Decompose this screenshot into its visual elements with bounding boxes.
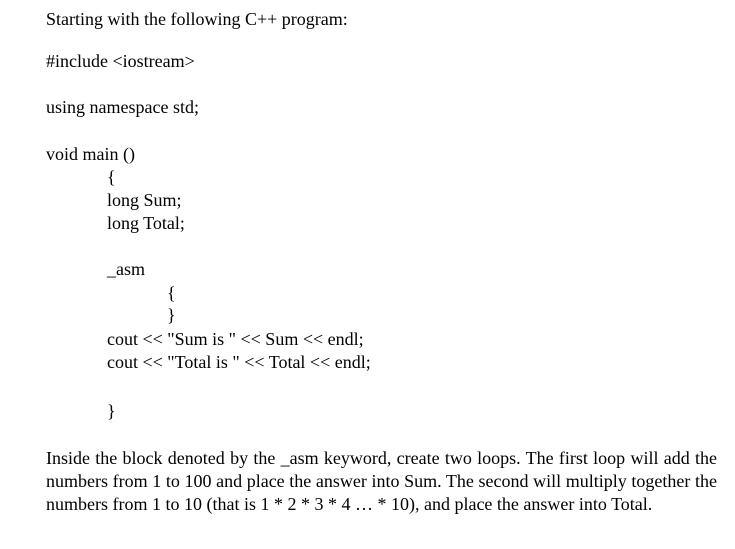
code-cout-total: cout << "Total is " << Total << endl;: [107, 352, 371, 372]
instructions-paragraph: Inside the block denoted by the _asm keyword, create two loops. The first loop will add the numbers from 1 to 100 and place the answer into Sum. The second will multiply together the numbers from 1 to 10 (that is 1 * 2 * 3 * 4 … * 10), and place the answer into Total.: [46, 448, 717, 514]
code-include-line: #include <iostream>: [46, 51, 195, 71]
code-decl-total: long Total;: [107, 213, 185, 233]
code-main-close-brace: }: [107, 401, 116, 421]
code-decl-sum: long Sum;: [107, 190, 182, 210]
code-cout-sum: cout << "Sum is " << Sum << endl;: [107, 329, 364, 349]
code-using-line: using namespace std;: [46, 97, 199, 117]
code-asm-open-brace: {: [167, 283, 176, 303]
code-main-open-brace: {: [107, 167, 116, 187]
intro-text: Starting with the following C++ program:: [46, 9, 348, 29]
code-asm-keyword: _asm: [107, 259, 145, 279]
code-main-signature: void main (): [46, 144, 135, 164]
code-asm-close-brace: }: [167, 305, 176, 325]
